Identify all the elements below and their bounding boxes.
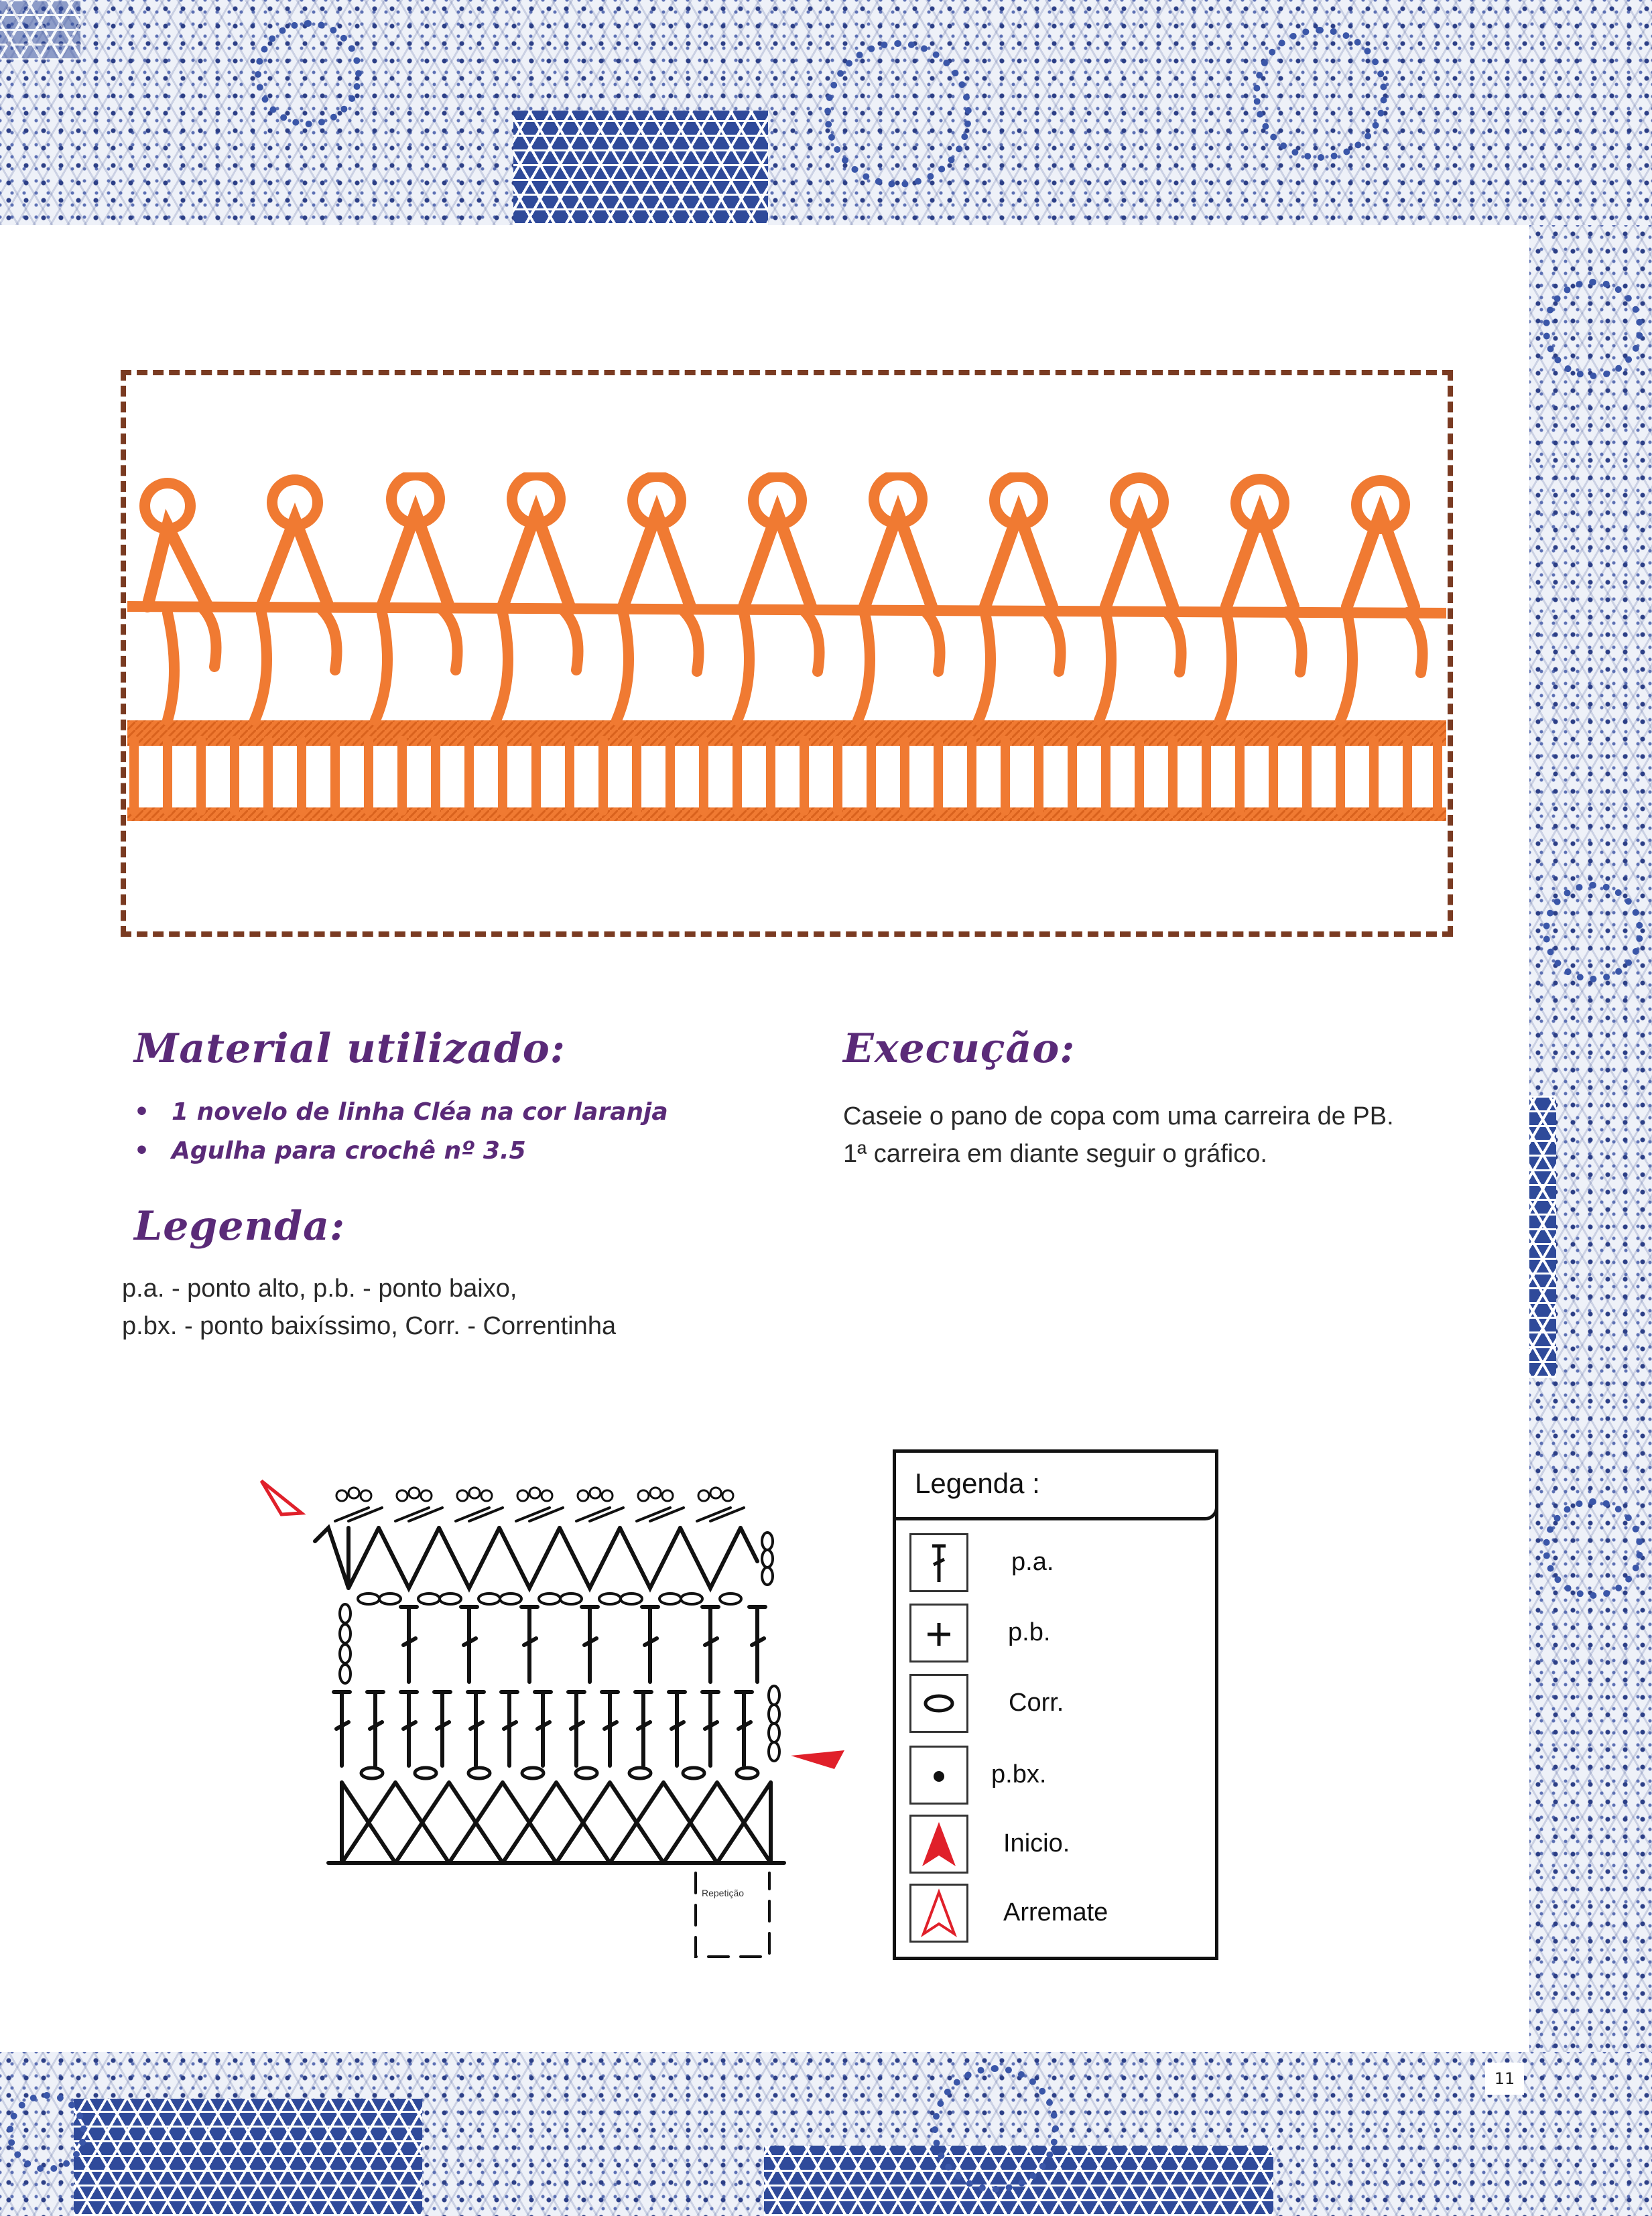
flower-ornament <box>1253 27 1387 161</box>
finish-arrow-icon <box>909 1884 968 1943</box>
execution-heading: Execução: <box>843 1025 1076 1072</box>
page-number: 11 <box>1485 2063 1524 2095</box>
material-heading: Material utilizado: <box>134 1025 566 1072</box>
photo-frame <box>121 370 1453 937</box>
crochet-chart <box>248 1461 851 1970</box>
flower-ornament <box>1543 1498 1643 1599</box>
key-row-chain <box>909 1674 1204 1737</box>
symbol-key <box>893 1449 1218 1960</box>
key-label: Corr. <box>1009 1689 1064 1717</box>
flower-ornament <box>932 2065 1059 2193</box>
list-item <box>134 1136 668 1166</box>
key-label: p.b. <box>1008 1618 1051 1646</box>
key-title-tab <box>893 1449 1218 1520</box>
key-row-double-crochet <box>909 1533 1204 1596</box>
flower-ornament <box>1543 882 1643 982</box>
execution-text <box>843 1098 1394 1173</box>
blue-pattern-patch <box>74 2099 422 2216</box>
key-title: Legenda : <box>915 1468 1040 1499</box>
finish-arrow-icon <box>261 1481 302 1514</box>
key-label: Inicio. <box>1003 1829 1070 1857</box>
decorative-right-border <box>1529 225 1652 2052</box>
blue-pattern-patch <box>0 0 80 60</box>
key-label: p.bx. <box>991 1760 1047 1788</box>
key-label: p.a. <box>1011 1548 1054 1576</box>
key-row-single-crochet <box>909 1604 1204 1667</box>
blue-pattern-patch <box>1529 1096 1556 1378</box>
bullet: • <box>134 1137 150 1165</box>
legend-heading: Legenda: <box>134 1203 346 1250</box>
execution-line: 1ª carreira em diante seguir o gráfico. <box>843 1140 1267 1168</box>
start-arrow-icon <box>791 1750 844 1769</box>
flower-ornament <box>255 20 362 127</box>
legend-text <box>122 1270 616 1345</box>
material-item-text: Agulha para crochê nº 3.5 <box>172 1137 526 1165</box>
blue-pattern-patch <box>513 111 768 225</box>
bullet: • <box>134 1098 150 1126</box>
material-item-text: 1 novelo de linha Cléa na cor laranja <box>172 1098 668 1126</box>
legend-line: p.bx. - ponto baixíssimo, Corr. - Correntinha <box>122 1312 617 1340</box>
decorative-top-border <box>0 0 1652 225</box>
list-item <box>134 1098 668 1127</box>
flower-ornament <box>1543 279 1643 379</box>
legend-line: p.a. - ponto alto, p.b. - ponto baixo, <box>122 1275 517 1303</box>
single-crochet-icon <box>909 1604 968 1663</box>
key-row-finish <box>909 1884 1204 1947</box>
flower-ornament <box>7 2092 87 2172</box>
key-row-slip-stitch <box>909 1746 1204 1809</box>
repeat-label: Repetição <box>702 1888 745 1898</box>
start-arrow-icon <box>909 1815 968 1874</box>
key-row-start <box>909 1815 1204 1878</box>
flower-ornament <box>824 40 972 188</box>
double-crochet-icon <box>909 1533 968 1592</box>
chain-icon <box>909 1674 968 1733</box>
material-list <box>134 1098 668 1175</box>
execution-line: Caseie o pano de copa com uma carreira de PB. <box>843 1102 1394 1130</box>
slip-stitch-icon <box>909 1746 968 1805</box>
key-label: Arremate <box>1003 1898 1108 1927</box>
crochet-edging-photo <box>127 472 1446 838</box>
decorative-bottom-border <box>0 2052 1652 2216</box>
